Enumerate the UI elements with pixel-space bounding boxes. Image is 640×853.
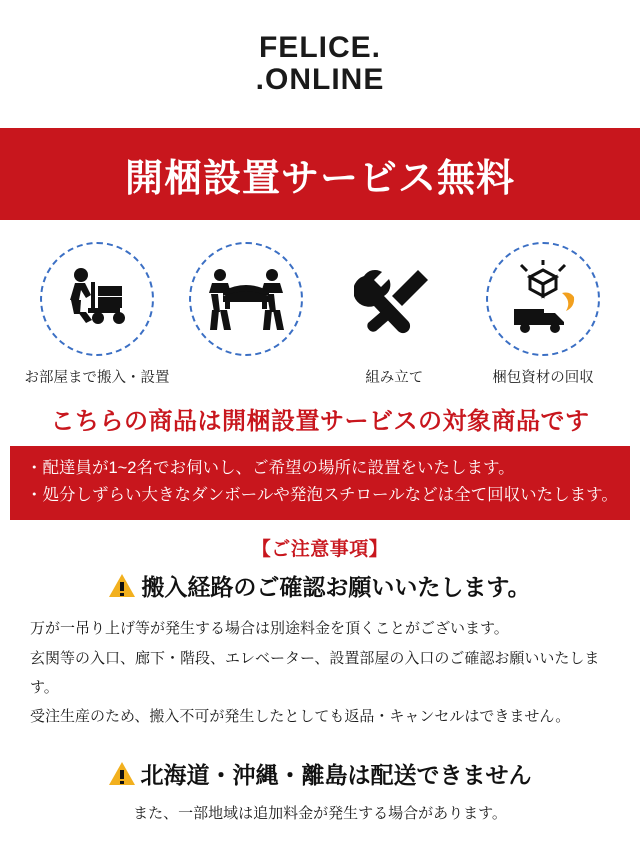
service-item-recycle — [470, 242, 616, 387]
region-restriction-section — [0, 757, 640, 823]
service-item-delivery — [24, 242, 170, 387]
red-note-line: ・処分しずらい大きなダンボールや発泡スチロールなどは全て回収いたします。 — [26, 486, 618, 505]
caution-line: 受注生産のため、搬入不可が発生したとしても返品・キャンセルはできません。 — [30, 708, 571, 726]
service-icon-row — [0, 220, 640, 393]
region-heading-text: 北海道・沖縄・離島は配送できません — [140, 762, 532, 789]
two-workers-carry-sofa-icon — [189, 242, 303, 356]
box-truck-recycle-icon — [486, 242, 600, 356]
service-item-carry — [173, 242, 319, 366]
service-item-assembly — [321, 242, 467, 387]
brand-logo — [256, 32, 385, 97]
brand-logo-line1: FELICE. — [258, 30, 381, 64]
caution-section — [0, 534, 640, 731]
caution-title: 【ご注意事項】 — [251, 539, 389, 561]
caution-line: 万が一吊り上げ等が発生する場合は別途料金を頂くことがございます。 — [30, 620, 509, 638]
service-caption-assembly: 組み立て — [365, 370, 424, 386]
delivery-cart-icon — [40, 242, 154, 356]
service-caption-recycle: 梱包資材の回収 — [492, 370, 594, 386]
brand-header — [0, 0, 640, 128]
caution-heading — [0, 569, 640, 602]
service-caption-delivery: お部屋まで搬入・設置 — [24, 370, 170, 386]
caution-line-list — [0, 614, 640, 731]
red-note-line: ・配達員が1~2名でお伺いし、ご希望の場所に設置をいたします。 — [26, 459, 515, 477]
headline-banner — [0, 128, 640, 220]
region-note: また、一部地域は追加料金が発生する場合があります。 — [133, 805, 507, 823]
warning-icon — [109, 574, 135, 598]
brand-logo-line2: .ONLINE — [255, 63, 385, 96]
subheading-text: こちらの商品は開梱設置サービスの対象商品です — [50, 408, 590, 435]
tools-icon — [337, 242, 451, 356]
caution-line: 玄関等の入口、廊下・階段、エレベーター、設置部屋の入口のご確認お願いいたします。 — [30, 649, 600, 696]
warning-icon — [109, 762, 135, 786]
region-heading — [0, 757, 640, 790]
red-notes-box — [10, 446, 630, 520]
bottom-spacer — [0, 823, 640, 853]
headline-text: 開梱設置サービス無料 — [124, 157, 515, 200]
caution-heading-text: 搬入経路のご確認お願いいたします。 — [141, 574, 531, 601]
